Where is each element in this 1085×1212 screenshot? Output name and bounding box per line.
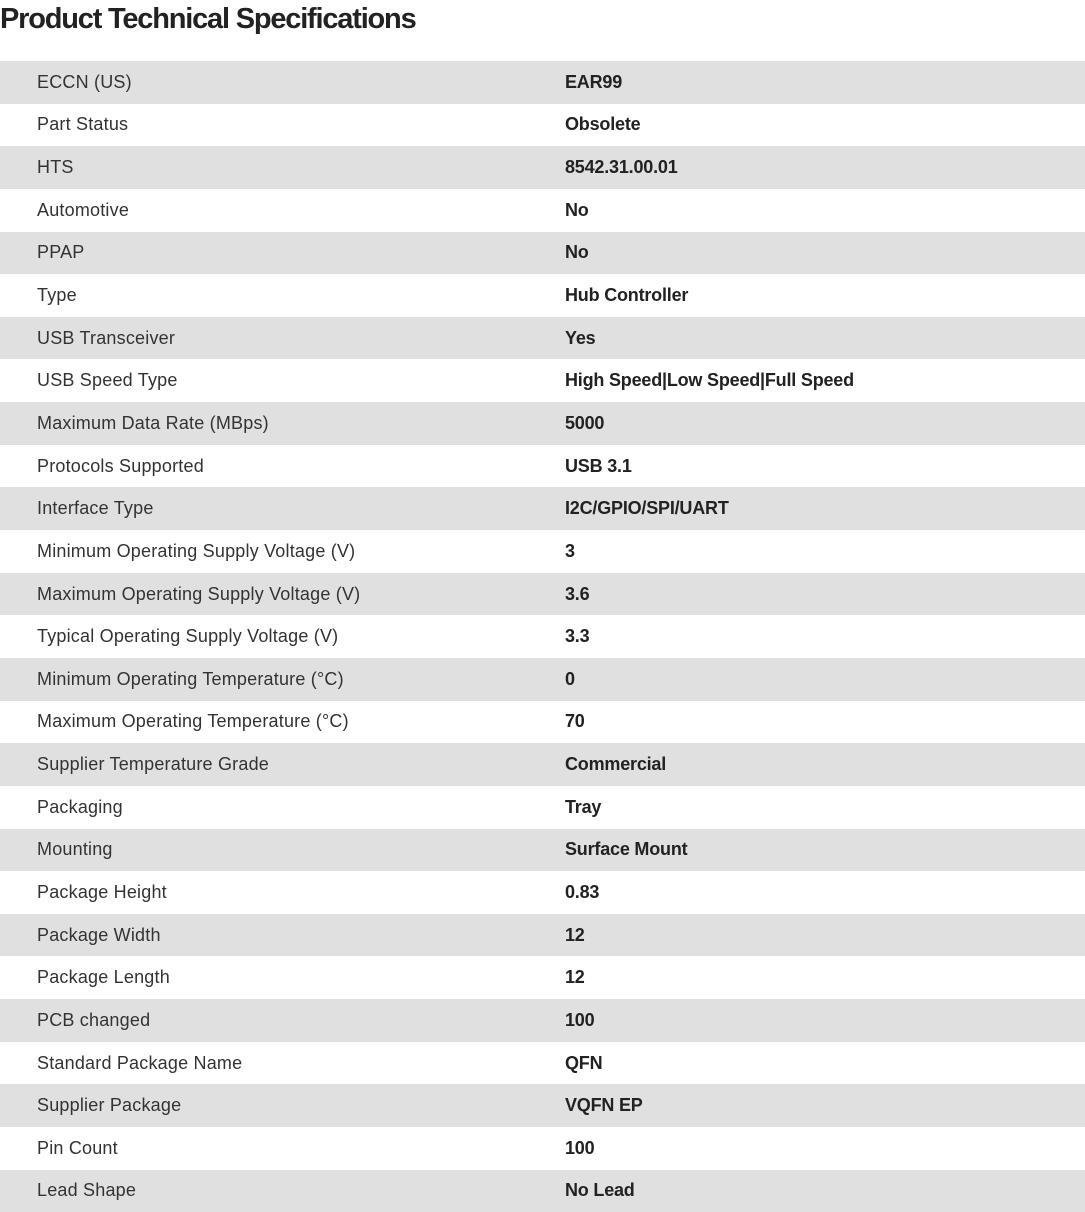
spec-label: Maximum Data Rate (MBps) [37, 412, 269, 433]
spec-label: Automotive [37, 199, 130, 220]
spec-label: ECCN (US) [37, 71, 132, 92]
table-row [0, 615, 1085, 658]
spec-value: 12 [565, 924, 585, 945]
spec-value: Commercial [565, 754, 667, 775]
spec-label: Package Height [37, 881, 167, 902]
spec-value: 12 [565, 967, 585, 988]
table-row [0, 1084, 1085, 1127]
spec-label: Standard Package Name [37, 1052, 243, 1073]
spec-value: 70 [565, 711, 585, 732]
spec-table [0, 61, 1085, 1212]
spec-label: HTS [37, 157, 74, 178]
table-row [0, 61, 1085, 104]
spec-value: Obsolete [565, 114, 641, 135]
table-row [0, 701, 1085, 744]
spec-value: No Lead [565, 1180, 635, 1201]
table-row [0, 189, 1085, 232]
spec-table-body [0, 61, 1085, 1212]
table-row [0, 871, 1085, 914]
spec-label: Minimum Operating Supply Voltage (V) [37, 540, 356, 561]
spec-label: Interface Type [37, 498, 154, 519]
spec-value: VQFN EP [565, 1095, 643, 1116]
spec-value: 3 [565, 540, 575, 561]
table-row [0, 274, 1085, 317]
spec-label: USB Speed Type [37, 370, 178, 391]
spec-label: Minimum Operating Temperature (°C) [37, 668, 344, 689]
spec-value: 8542.31.00.01 [565, 157, 678, 178]
spec-label: Packaging [37, 796, 123, 817]
table-row [0, 104, 1085, 147]
spec-label: Typical Operating Supply Voltage (V) [37, 626, 339, 647]
page-title: Product Technical Specifications [0, 3, 416, 35]
spec-label: PCB changed [37, 1009, 151, 1030]
spec-value: No [565, 199, 589, 220]
table-row [0, 359, 1085, 402]
spec-label: Part Status [37, 114, 129, 135]
spec-label: USB Transceiver [37, 327, 176, 348]
table-row [0, 914, 1085, 957]
spec-label: Lead Shape [37, 1180, 137, 1201]
table-row [0, 829, 1085, 872]
table-row [0, 1127, 1085, 1170]
table-row [0, 146, 1085, 189]
table-row [0, 1042, 1085, 1085]
spec-label: Package Width [37, 924, 161, 945]
table-row [0, 658, 1085, 701]
spec-value: QFN [565, 1052, 603, 1073]
table-row [0, 402, 1085, 445]
table-row [0, 487, 1085, 530]
spec-value: USB 3.1 [565, 455, 632, 476]
spec-value: 0.83 [565, 881, 600, 902]
spec-label: Pin Count [37, 1137, 118, 1158]
spec-value: EAR99 [565, 71, 623, 92]
table-row [0, 573, 1085, 616]
spec-value: High Speed|Low Speed|Full Speed [565, 370, 854, 391]
spec-label: Maximum Operating Temperature (°C) [37, 711, 349, 732]
table-row [0, 445, 1085, 488]
table-row [0, 999, 1085, 1042]
spec-value: I2C/GPIO/SPI/UART [565, 498, 729, 519]
spec-label: Type [37, 285, 77, 306]
spec-label: Package Length [37, 967, 170, 988]
spec-value: 100 [565, 1137, 595, 1158]
spec-value: Yes [565, 327, 596, 348]
spec-value: Hub Controller [565, 285, 689, 306]
spec-value: 3.6 [565, 583, 590, 604]
spec-value: 3.3 [565, 626, 590, 647]
spec-value: Tray [565, 796, 602, 817]
table-row [0, 743, 1085, 786]
spec-value: No [565, 242, 589, 263]
spec-value: 0 [565, 668, 575, 689]
spec-label: Supplier Package [37, 1095, 182, 1116]
table-row [0, 317, 1085, 360]
table-row [0, 786, 1085, 829]
table-row [0, 530, 1085, 573]
spec-label: Protocols Supported [37, 455, 204, 476]
spec-label: PPAP [37, 242, 85, 263]
spec-value: 5000 [565, 412, 605, 433]
spec-value: Surface Mount [565, 839, 688, 860]
spec-label: Mounting [37, 839, 113, 860]
spec-label: Maximum Operating Supply Voltage (V) [37, 583, 361, 604]
spec-label: Supplier Temperature Grade [37, 754, 269, 775]
table-row [0, 956, 1085, 999]
table-row [0, 232, 1085, 275]
spec-value: 100 [565, 1009, 595, 1030]
